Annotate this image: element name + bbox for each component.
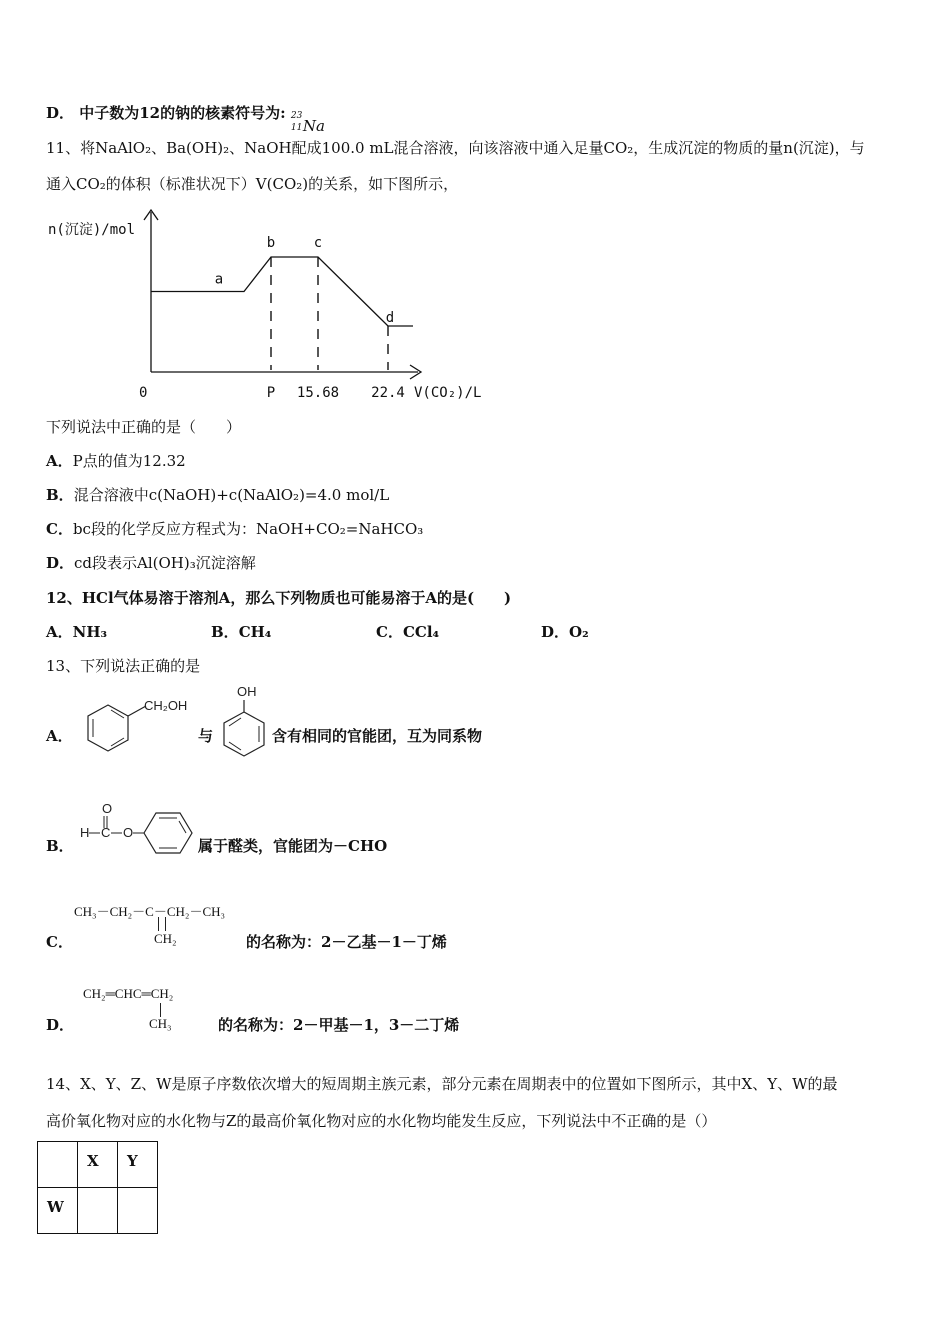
option-label: B． [211, 623, 239, 641]
q13-option-a-label: A． [46, 727, 73, 745]
phenyl-formate-structure [78, 800, 198, 860]
option-text: O₂ [569, 623, 589, 641]
q13-option-a-connector: 与 [198, 727, 214, 745]
phenol-structure [218, 682, 274, 760]
option-label: B． [46, 486, 74, 504]
q14-stem-line2: 高价氧化物对应的水化物与Z的最高价氧化物对应的水化物均能发生反应，下列说法中不正确的是（） [46, 1112, 717, 1130]
table-row [38, 1188, 158, 1234]
periodic-table-fragment [37, 1141, 158, 1234]
ch2oh-group: CH₂OH [144, 698, 188, 713]
q14-stem-line1: 14、X、Y、Z、W是原子序数依次增大的短周期主族元素，部分元素在周期表中的位置如下图所示，其中X、Y、W的最 [46, 1075, 838, 1093]
q13-option-c-formula: CH₃－CH₂－C－CH₂－CH₃ [74, 904, 226, 919]
q13-option-d-label: D． [46, 1016, 75, 1034]
carbon: C [101, 825, 111, 840]
q11-question: 下列说法中正确的是（ ） [46, 418, 242, 436]
option-text: P点的值为12.32 [72, 452, 186, 470]
q12-option-d[interactable] [541, 621, 589, 642]
carbonyl-o: O [102, 801, 113, 816]
table-cell: W [38, 1188, 78, 1234]
option-label: D． [46, 554, 75, 572]
q11-stem-line2: 通入CO₂的体积（标准状况下）V(CO₂)的关系，如下图所示， [46, 175, 459, 193]
option-text: 中子数为12的钠的核素符号为: [79, 104, 286, 122]
ester-o: O [123, 825, 134, 840]
q12-stem: 12、HCl气体易溶于溶剂A，那么下列物质也可能易溶于A的是( ) [46, 589, 512, 607]
x-tick-label: 0 [139, 385, 148, 401]
x-tick-label: 15.68 [296, 385, 340, 401]
hydrogen: H [80, 825, 90, 840]
table-row [38, 1142, 158, 1188]
q12-option-b[interactable] [211, 621, 376, 642]
x-tick-label: P [266, 385, 276, 401]
x-tick-label: 22.4 [371, 385, 405, 401]
q11-option-a[interactable] [46, 450, 186, 471]
q13-option-a-text: 含有相同的官能团，互为同系物 [272, 727, 483, 745]
option-label: C． [46, 520, 73, 538]
benzyl-alcohol-structure [78, 690, 200, 760]
q11-chart [40, 200, 510, 410]
q11-stem-line1: 11、将NaAlO₂、Ba(OH)₂、NaOH配成100.0 mL混合溶液，向该溶液中通入足量CO₂，生成沉淀的物质的量n(沉淀)，与 [46, 139, 865, 157]
q12-option-c[interactable] [376, 621, 541, 642]
point-label: a [214, 271, 224, 288]
q13-option-d-text: 的名称为：2－甲基－1，3－二丁烯 [218, 1016, 460, 1034]
option-text: 混合溶液中c(NaOH)+c(NaAlO₂)=4.0 mol/L [73, 486, 390, 504]
q13-option-c-label: C． [46, 933, 73, 951]
option-label: D． [46, 104, 75, 122]
q13-option-c-text: 的名称为：2－乙基－1－丁烯 [246, 933, 447, 951]
ring-inner-bond [179, 821, 186, 833]
option-text: cd段表示Al(OH)₃沉淀溶解 [74, 554, 256, 572]
q11-option-c[interactable] [46, 518, 423, 539]
table-cell [38, 1142, 78, 1188]
nuclide-atomic: 11 [290, 123, 303, 133]
point-label: d [385, 310, 395, 326]
nuclide-element: Na [302, 117, 325, 135]
double-bond-mark [158, 917, 166, 931]
q13-option-c-branch: CH₂ [154, 931, 177, 946]
branch-bond [160, 1003, 161, 1017]
chart-xlabel: V(CO₂)/L [414, 385, 482, 401]
q13-stem: 13、下列说法正确的是 [46, 657, 201, 675]
option-label: A． [46, 452, 73, 470]
table-cell: Y [118, 1142, 158, 1188]
nuclide-mass: 23 [290, 111, 303, 121]
oh-group: OH [237, 684, 257, 699]
point-label: b [266, 235, 276, 251]
option-label: C． [376, 623, 403, 641]
q11-option-d[interactable] [46, 552, 256, 573]
q13-option-b-label: B． [46, 837, 74, 855]
option-text: NH₃ [72, 623, 108, 641]
q13-option-d-branch: CH₃ [149, 1016, 172, 1031]
q13-option-d-formula: CH₂═CHC═CH₂ [83, 986, 174, 1001]
option-text: CH₄ [238, 623, 272, 641]
q10-option-d [46, 102, 331, 135]
q11-option-b[interactable] [46, 484, 389, 505]
table-cell [78, 1188, 118, 1234]
table-cell: X [78, 1142, 118, 1188]
table-cell [118, 1188, 158, 1234]
q12-options [46, 621, 589, 642]
q13-option-b-text: 属于醛类，官能团为－CHO [198, 837, 388, 855]
option-label: D． [541, 623, 570, 641]
ring-inner-bond [111, 710, 124, 718]
benzene-ring [88, 705, 128, 751]
option-text: CCl₄ [402, 623, 440, 641]
benzene-ring [144, 813, 192, 853]
series-line [151, 257, 413, 326]
q12-option-a[interactable] [46, 621, 211, 642]
option-text: bc段的化学反应方程式为：NaOH+CO₂=NaHCO₃ [72, 520, 424, 538]
option-label: A． [46, 623, 73, 641]
ring-inner-bond [111, 738, 124, 746]
benzene-ring [224, 712, 264, 756]
point-label: c [313, 235, 323, 251]
chart-ylabel: n(沉淀)/mol [48, 222, 136, 238]
